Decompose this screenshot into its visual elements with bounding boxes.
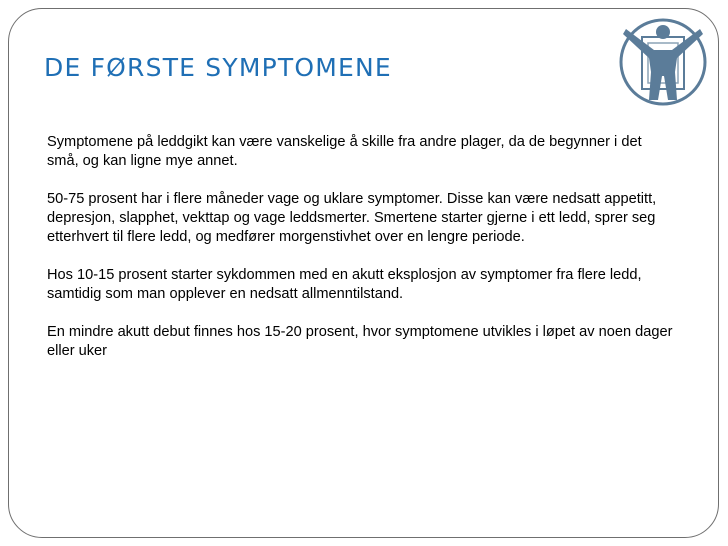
paragraph-less-acute-onset: En mindre akutt debut finnes hos 15-20 prosent, hvor symptomene utvikles i løpet av noen dager eller uker: [47, 324, 673, 359]
paragraph-acute-onset: Hos 10-15 prosent starter sykdommen med en akutt eksplosjon av symptomer fra flere ledd, samtidig som man opplever en nedsatt allmenntilstand.: [47, 267, 642, 302]
paragraph-intro: Symptomene på leddgikt kan være vanskelige å skille fra andre plager, da de begynner i det små, og kan ligne mye annet.: [47, 134, 642, 169]
paragraph-vague-symptoms: 50-75 prosent har i flere måneder vage og uklare symptomer. Disse kan være nedsatt appetitt, depresjon, slapphet, vekttap og vage leddsmerter. Smertene starter gjerne i ett ledd, sprer seg etterhvert til flere ledd, og medfører morgenstivhet over en lengre periode.: [47, 191, 657, 245]
slide-title: DE FØRSTE SYMPTOMENE: [44, 53, 392, 82]
vitruvian-figure-icon: [617, 16, 709, 108]
slide-body: [47, 133, 677, 380]
